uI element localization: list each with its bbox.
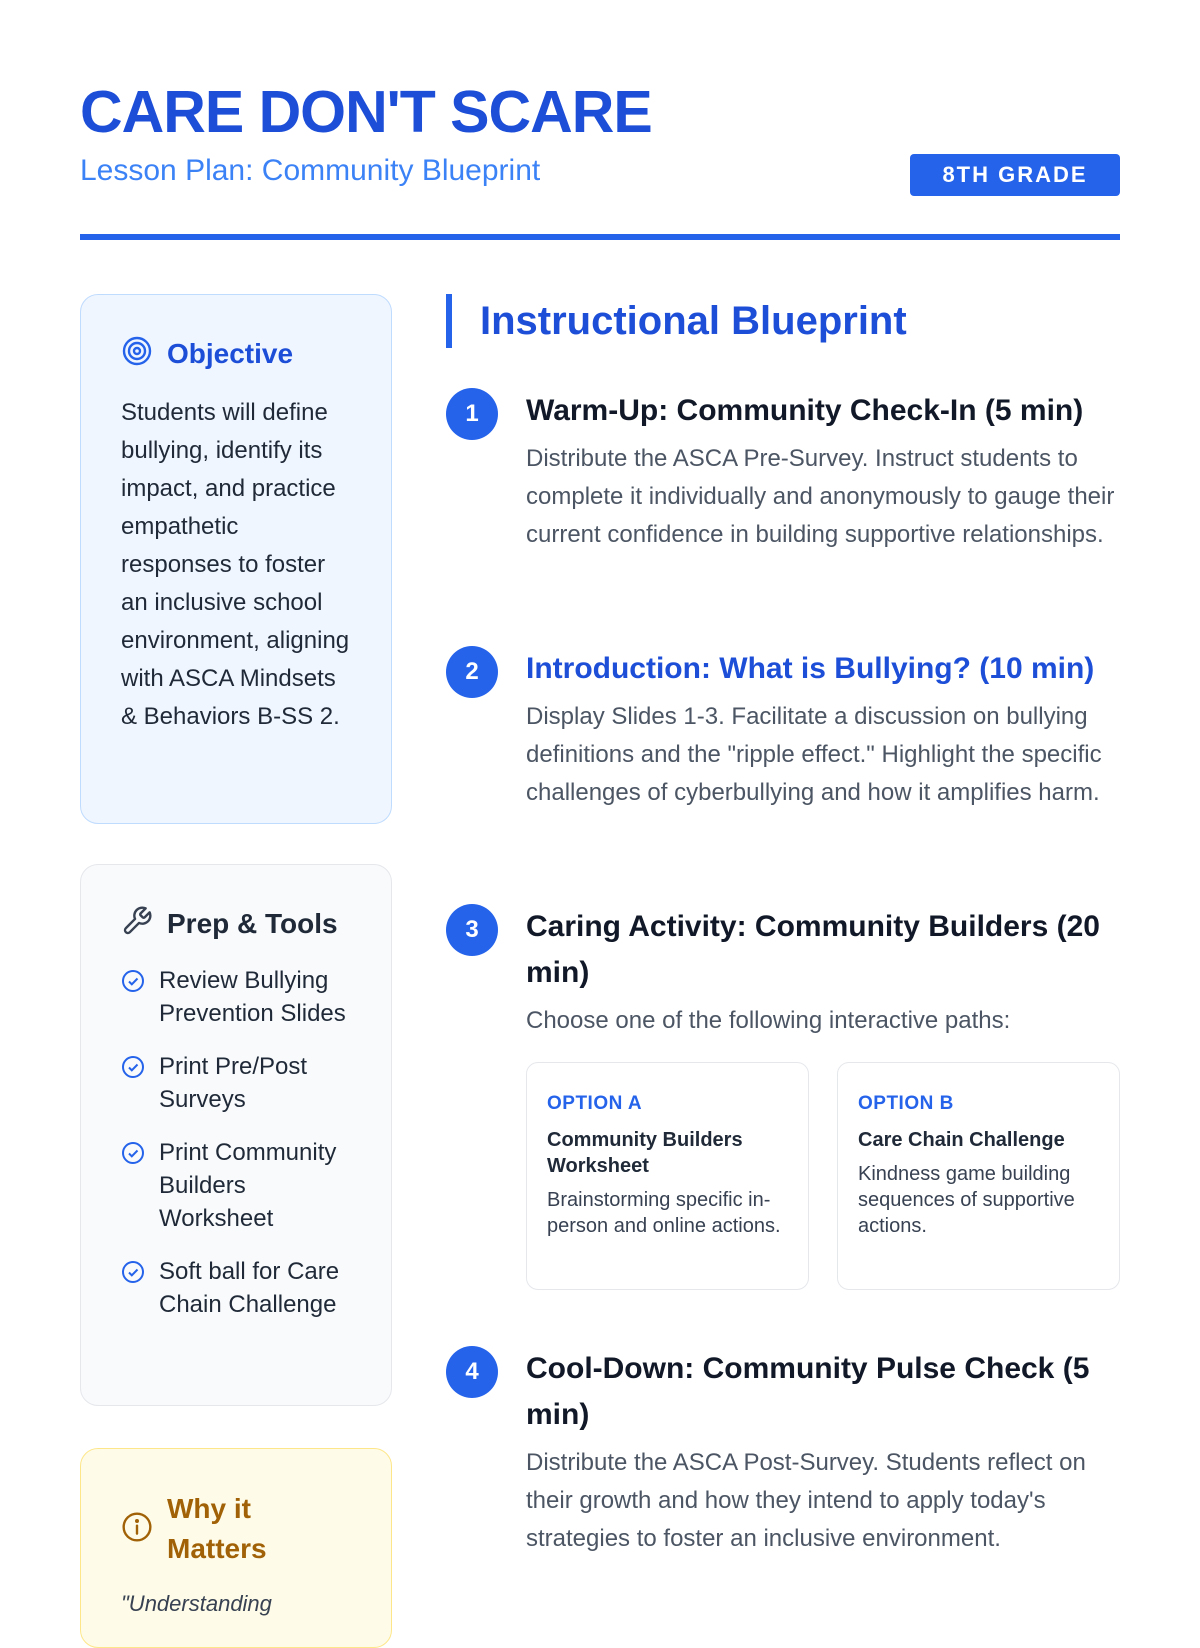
step-3 xyxy=(446,904,1120,1290)
step-text: Distribute the ASCA Post-Survey. Students reflect on their growth and how they intend to apply today's strategies to foster an inclusive environment. xyxy=(526,1449,1086,1552)
list-item xyxy=(121,1255,351,1321)
activity-options xyxy=(526,1062,1120,1290)
check-circle-icon xyxy=(121,1050,145,1116)
page-header xyxy=(80,70,1120,188)
objective-title: Objective xyxy=(167,337,294,369)
list-item xyxy=(121,1136,351,1235)
header-divider xyxy=(80,234,1120,240)
step-title: Cool-Down: Community Pulse Check (5 min) xyxy=(526,1352,1090,1431)
page-subtitle: Lesson Plan: Community Blueprint xyxy=(80,154,541,187)
step-text: Choose one of the following interactive paths: xyxy=(526,1007,1011,1034)
instructional-blueprint xyxy=(446,294,1120,1552)
prep-item-label: Print Community Builders Worksheet xyxy=(159,1139,337,1232)
step-number: 2 xyxy=(446,646,498,698)
option-title: Community Builders Worksheet xyxy=(547,1129,743,1177)
step-title: Caring Activity: Community Builders (20 min) xyxy=(526,910,1100,989)
check-circle-icon xyxy=(121,1136,145,1235)
why-quote: "Understanding xyxy=(121,1591,272,1616)
prep-item-label: Print Pre/Post Surveys xyxy=(159,1053,308,1113)
objective-text: Students will define bullying, identify its impact, and practice empathetic responses to foster an inclusive school environment, aligning with ASCA Mindsets & Behaviors B-SS 2. xyxy=(121,399,350,730)
option-title: Care Chain Challenge xyxy=(858,1129,1065,1151)
step-text: Distribute the ASCA Pre-Survey. Instruct students to complete it individually and anonymously to gauge their current confidence in building supportive relationships. xyxy=(526,445,1115,548)
target-icon xyxy=(121,335,153,372)
step-number: 3 xyxy=(446,904,498,956)
prep-item-label: Soft ball for Care Chain Challenge xyxy=(159,1258,340,1318)
why-header xyxy=(121,1489,351,1569)
section-title: Instructional Blueprint xyxy=(446,294,1120,348)
why-title: Why it Matters xyxy=(167,1493,267,1564)
check-circle-icon xyxy=(121,1255,145,1321)
wrench-icon xyxy=(121,905,153,942)
objective-card xyxy=(80,294,392,824)
step-2 xyxy=(446,646,1120,812)
step-4 xyxy=(446,1346,1120,1558)
option-label: OPTION B xyxy=(858,1093,954,1114)
page-title: CARE DON'T SCARE xyxy=(80,79,652,145)
why-it-matters-card xyxy=(80,1448,392,1648)
prep-tools-card xyxy=(80,864,392,1406)
option-desc: Brainstorming specific in-person and online actions. xyxy=(547,1189,781,1237)
prep-tools-list xyxy=(121,964,351,1321)
check-circle-icon xyxy=(121,964,145,1030)
option-label: OPTION A xyxy=(547,1093,643,1114)
step-number: 1 xyxy=(446,388,498,440)
step-text: Display Slides 1-3. Facilitate a discussion on bullying definitions and the "ripple effect." Highlight the specific challenges of cyberbullying and how it amplifies harm. xyxy=(526,703,1102,806)
objective-header xyxy=(121,335,351,372)
step-title: Introduction: What is Bullying? (10 min) xyxy=(526,652,1095,685)
info-icon xyxy=(121,1511,153,1548)
prep-item-label: Review Bullying Prevention Slides xyxy=(159,967,346,1027)
option-desc: Kindness game building sequences of supportive actions. xyxy=(858,1163,1075,1237)
prep-tools-header xyxy=(121,905,351,942)
option-a-card xyxy=(526,1062,809,1290)
list-item xyxy=(121,1050,351,1116)
step-title: Warm-Up: Community Check-In (5 min) xyxy=(526,394,1084,427)
step-1 xyxy=(446,388,1120,554)
prep-tools-title: Prep & Tools xyxy=(167,907,338,939)
step-number: 4 xyxy=(446,1346,498,1398)
grade-badge: 8TH GRADE xyxy=(910,154,1120,196)
option-b-card xyxy=(837,1062,1120,1290)
list-item xyxy=(121,964,351,1030)
